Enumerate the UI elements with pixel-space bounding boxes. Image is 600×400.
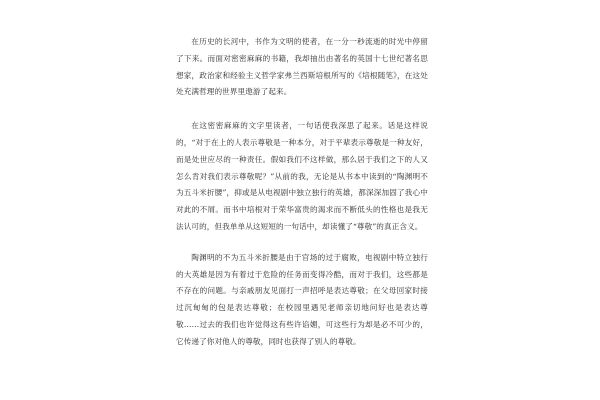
paragraph-3: 陶渊明的不为五斗米折腰是由于官场的过于腐败，电视剧中特立独行的大英雄是因为有着过于危险的任务而变得冷酷，而对于我们，这些都是不存在的问题。与亲戚朋友见面打一声招呼是表达尊敬；在父母回家时接过沉甸甸的包是表达尊敬；在校园里遇见老师亲切地问好也是表达尊敬……过去的我们也许觉得这有些许谄媚，可这些行为却是必不可少的，它传递了你对他人的尊敬，同时也获得了别人的尊敬。 xyxy=(176,252,428,346)
paragraph-2: 在这密密麻麻的文字里读者，一句话使我深思了起来。话是这样说的，“对于在上的人表示尊敬是一种本分，对于平辈表示尊敬是一种友好，而是处世应尽的一种责任。假如我们不这样做，那么居于我们之下的人又怎么肯对我们表示尊敬呢？”从前的我，无论是从书本中读到的“陶渊明不为五斗米折腰”，抑或是从电视剧中独立独行的英雄，都深深加固了我心中对此的不屑。而书中培根对于荣华富贵的渴求而不断低头的性格也是我无法认可的，但我单单从这短短的一句话中，却读懂了“尊敬”的真正含义。 xyxy=(176,121,428,231)
essay-body xyxy=(176,34,428,351)
paragraph-1: 在历史的长河中，书作为文明的使者，在一分一秒流逝的时光中停留了下来。而面对密密麻麻的书籍，我却抽出由著名的英国十七世纪著名思想家，政治家和经验主义哲学家弗兰西斯培根所写的《培根随笔》，在这处处充满哲理的世界里遨游了起来。 xyxy=(176,37,428,97)
